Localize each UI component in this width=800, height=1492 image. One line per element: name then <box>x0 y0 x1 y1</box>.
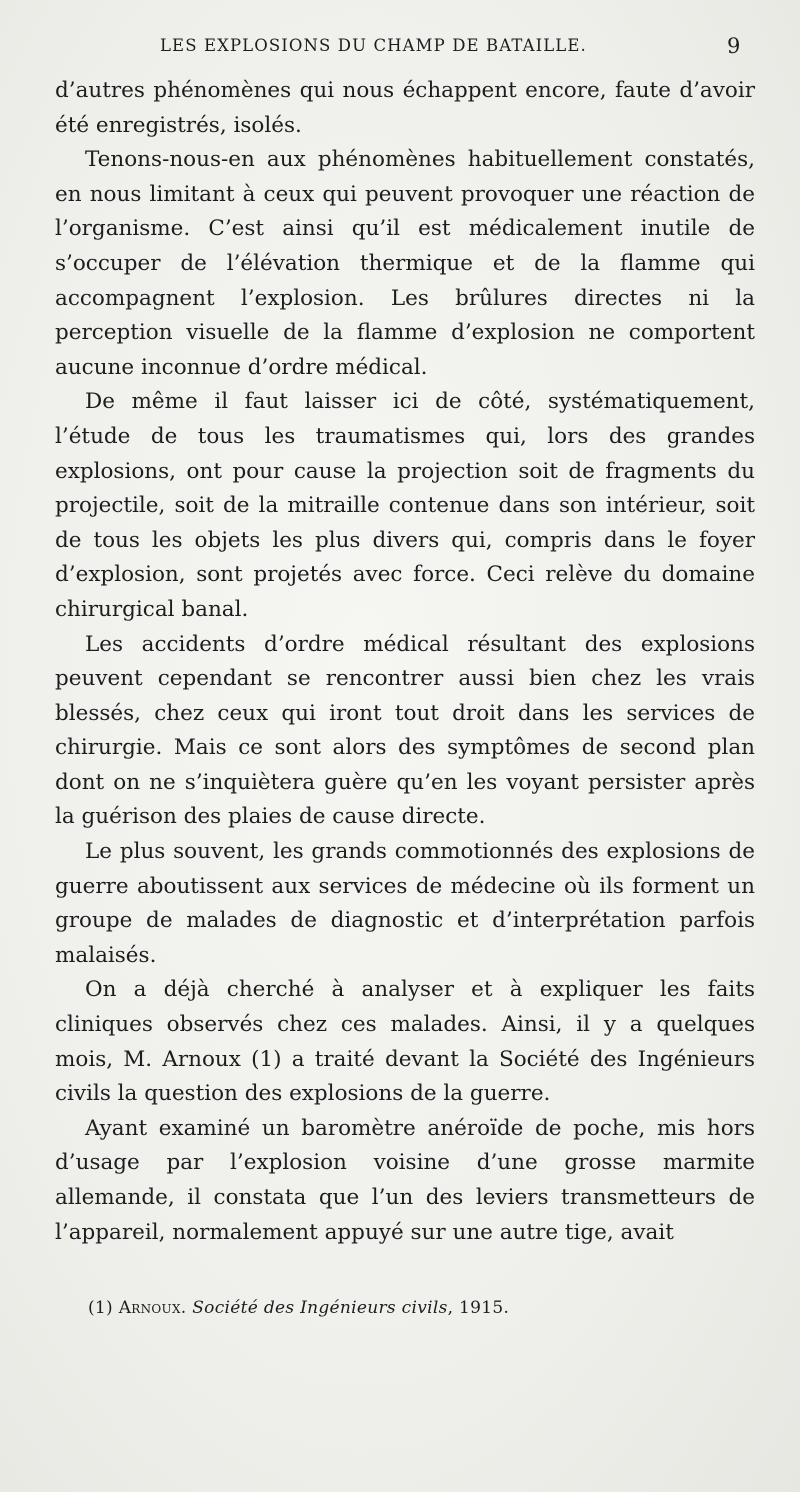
footnote-author: Arnoux. <box>118 1298 187 1318</box>
paragraph: Tenons-nous-en aux phénomènes habituellement constatés, en nous limitant à ceux qui peuvent provoquer une réaction de l’organisme. C’est ainsi qu’il est médicalement inutile de s’occuper de l’élévation thermique et de la flamme qui accompagnent l’explosion. Les brûlures directes ni la perception visuelle de la flamme d’explosion ne comportent aucune inconnue d’ordre médical. <box>55 147 755 380</box>
paragraph: De même il faut laisser ici de côté, systématiquement, l’étude de tous les traumatismes qui, lors des grandes explosions, ont pour cause la projection soit de fragments du projectile, soit de la mitraille contenue dans son intérieur, soit de tous les objets les plus divers qui, compris dans le foyer d’explosion, sont projetés avec force. Ceci relève du domaine chirurgical banal. <box>55 389 755 622</box>
page-number: 9 <box>727 34 741 58</box>
footnote-year: , 1915. <box>447 1298 510 1318</box>
running-title: LES EXPLOSIONS DU CHAMP DE BATAILLE. <box>160 36 587 55</box>
paragraph: Les accidents d’ordre médical résultant des explosions peuvent cependant se rencontrer aussi bien chez les vrais blessés, chez ceux qui iront tout droit dans les services de chirurgie. Mais ce sont alors des symptômes de second plan dont on ne s’inquiètera guère qu’en les voyant persister après la guérison des plaies de cause directe. <box>55 631 755 830</box>
paragraph: Ayant examiné un baromètre anéroïde de poche, mis hors d’usage par l’explosion voisine d’une grosse marmite allemande, il constata que l’un des leviers transmetteurs de l’appareil, normalement appuyé sur une autre tige, avait <box>55 1115 755 1245</box>
footnote-source: Société des Ingénieurs civils <box>192 1298 448 1318</box>
paragraph: On a déjà cherché à analyser et à expliquer les faits cliniques observés chez ces malades. Ainsi, il y a quelques mois, M. Arnoux (1) a traité devant la Société des Ingénieurs civils la question des explosions de la guerre. <box>55 977 755 1107</box>
body-text <box>55 74 755 1250</box>
paragraph-continued: d’autres phénomènes qui nous échappent encore, faute d’avoir été enregistrés, isolés. <box>55 78 755 138</box>
paragraph: Le plus souvent, les grands commotionnés des explosions de guerre aboutissent aux services de médecine où ils forment un groupe de malades de diagnostic et d’interprétation parfois malaisés. <box>55 839 755 968</box>
running-head <box>0 36 800 64</box>
footnote <box>88 1298 509 1318</box>
footnote-marker: (1) <box>88 1298 113 1318</box>
